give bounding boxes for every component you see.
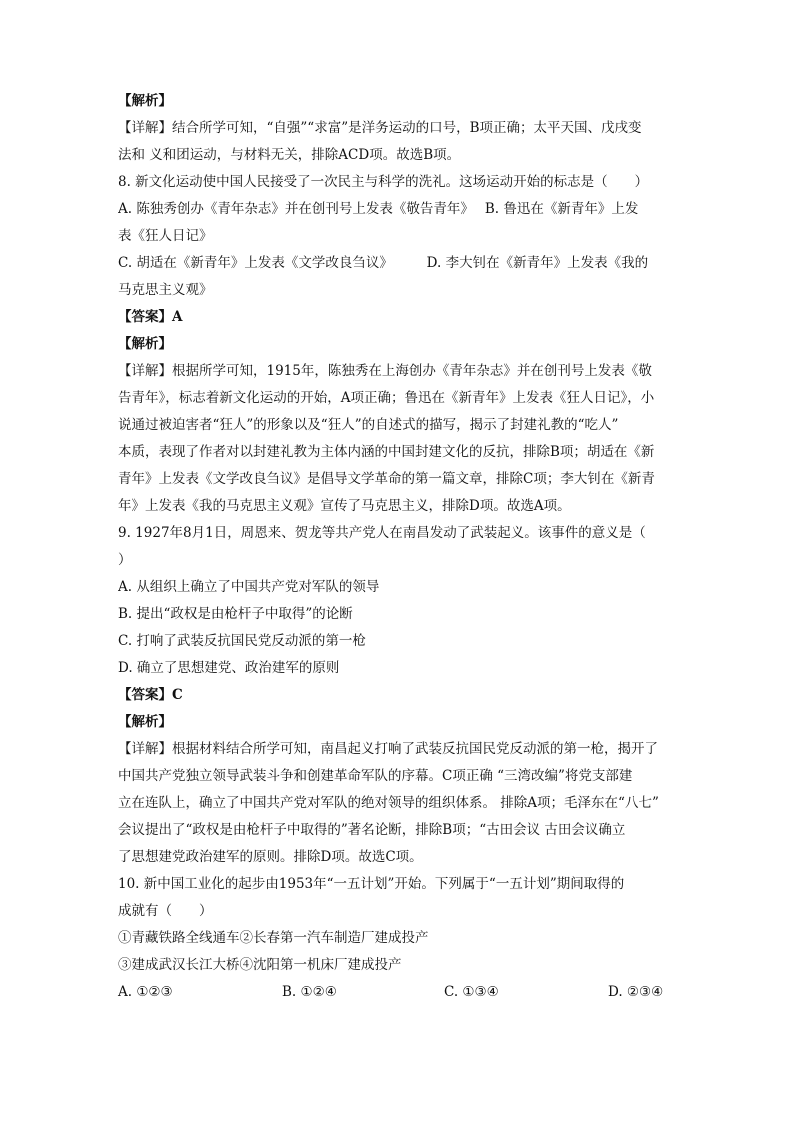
q9-detail-line-2: 中国共产党独立领导武装斗争和创建革命军队的序幕。C项正确 “三湾改编”将党支部建 (118, 768, 633, 784)
q8-option-line-4: 马克思主义观》 (118, 282, 213, 298)
q10-option-d: D. ②③④ (608, 984, 664, 1000)
q9-option-c: C. 打响了武装反抗国民党反动派的第一枪 (118, 633, 366, 649)
q9-analysis-label: 【解析】 (118, 714, 172, 730)
q8-option-line-1: A. 陈独秀创办《青年杂志》并在创刊号上发表《敬告青年》 B. 鲁迅在《新青年》上发 (118, 201, 639, 217)
q10-items-line-1: ①青藏铁路全线通车②长春第一汽车制造厂建成投产 (118, 930, 429, 946)
q9-detail-line-1: 【详解】根据材料结合所学可知，南昌起义打响了武装反抗国民党反动派的第一枪，揭开了 (118, 741, 658, 757)
q8-option-line-2: 表《狂人日记》 (118, 228, 213, 244)
q9-detail-line-3: 立在连队上，确立了中国共产党对军队的绝对领导的组织体系。 排除A项；毛泽东在“八七” (118, 795, 659, 811)
q10-option-a: A. ①②③ (118, 984, 173, 1000)
q7-analysis-label: 【解析】 (118, 93, 172, 109)
q9-detail-line-5: 了思想建党政治建军的原则。排除D项。故选C项。 (118, 849, 423, 865)
q8-detail-line-2: 告青年》，标志着新文化运动的开始，A项正确；鲁迅在《新青年》上发表《狂人日记》，小 (118, 390, 655, 406)
q10-stem-line-1: 10. 新中国工业化的起步由1953年“一五计划”开始。下列属于“一五计划”期间取得的 (118, 876, 625, 892)
q8-detail-line-4: 本质，表现了作者对以封建礼教为主体内涵的中国封建文化的反抗，排除B项；胡适在《新 (118, 444, 655, 460)
q8-option-line-3: C. 胡适在《新青年》上发表《文学改良刍议》 D. 李大钊在《新青年》上发表《我的 (118, 255, 649, 271)
q9-option-d: D. 确立了思想建党、政治建军的原则 (118, 660, 340, 676)
q10-options-row (118, 979, 678, 1006)
q9-answer: 【答案】C (118, 687, 183, 703)
q9-option-b: B. 提出“政权是由枪杆子中取得”的论断 (118, 606, 353, 622)
q9-stem-line-2: ） (118, 552, 132, 568)
q9-stem-line-1: 9. 1927年8月1日，周恩来、贺龙等共产党人在南昌发动了武装起义。该事件的意义是（ (118, 525, 646, 541)
document-page (118, 88, 678, 1006)
q7-detail-line-1: 【详解】结合所学可知，“自强”“求富”是洋务运动的口号，B项正确；太平天国、戊戌变 (118, 120, 642, 136)
q10-stem-line-2: 成就有（ ） (118, 903, 213, 919)
q10-items-line-2: ③建成武汉长江大桥④沈阳第一机床厂建成投产 (118, 957, 402, 973)
q8-stem: 8. 新文化运动使中国人民接受了一次民主与科学的洗礼。这场运动开始的标志是（ ） (118, 174, 649, 190)
q10-option-b: B. ①②④ (282, 984, 337, 1000)
q8-detail-line-3: 说通过被迫害者“狂人”的形象以及“狂人”的自述式的描写，揭示了封建礼教的“吃人” (118, 417, 619, 433)
q8-detail-line-1: 【详解】根据所学可知，1915年，陈独秀在上海创办《青年杂志》并在创刊号上发表《敬 (118, 363, 652, 379)
q8-detail-line-6: 年》上发表《我的马克思主义观》宣传了马克思主义，排除D项。故选A项。 (118, 498, 571, 514)
q9-option-a: A. 从组织上确立了中国共产党对军队的领导 (118, 579, 380, 595)
q7-detail-line-2: 法和 义和团运动，与材料无关，排除ACD项。故选B项。 (118, 147, 461, 163)
q9-detail-line-4: 会议提出了“政权是由枪杆子中取得的”著名论断，排除B项；“古田会议 古田会议确立 (118, 822, 626, 838)
q8-analysis-label: 【解析】 (118, 336, 172, 352)
q8-answer: 【答案】A (118, 309, 183, 325)
q8-detail-line-5: 青年》上发表《文学改良刍议》是倡导文学革命的第一篇文章，排除C项；李大钊在《新青 (118, 471, 655, 487)
q10-option-c: C. ①③④ (444, 984, 499, 1000)
